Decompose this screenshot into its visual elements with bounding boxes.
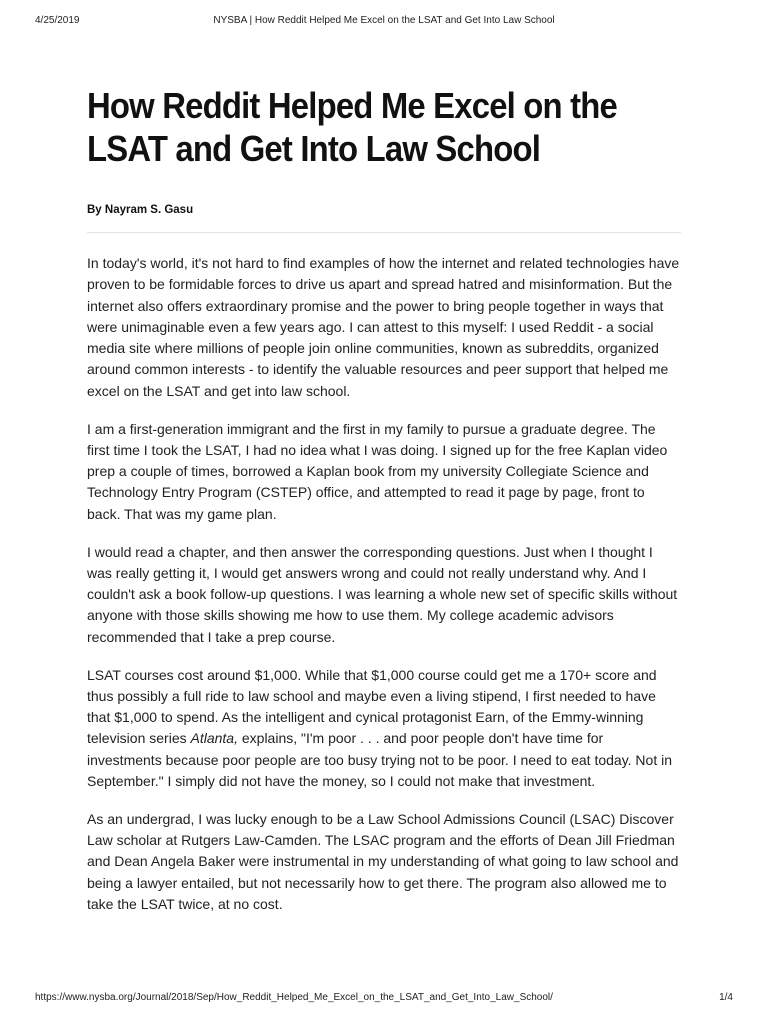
print-date: 4/25/2019 [35, 15, 80, 26]
article-body [87, 253, 681, 915]
article [87, 84, 681, 932]
article-paragraph: I am a first-generation immigrant and the first in my family to pursue a graduate degree. The first time I took the LSAT, I had no idea what I was doing. I signed up for the free Kaplan video prep a couple of times, borrowed a Kaplan book from my university Collegiate Science and Technology Entry Program (CSTEP) office, and attempted to read it page by page, front to back. That was my game plan. [87, 420, 668, 522]
article-paragraph [87, 665, 681, 793]
byline-divider [87, 232, 681, 233]
article-paragraph: I would read a chapter, and then answer the corresponding questions. Just when I thought I was really getting it, I would get answers wrong and could not really understand why. And I couldn't ask a book follow-up questions. I was learning a whole new set of specific skills without anyone with those skills showing me how to use them. My college academic advisors recommended that I take a prep course. [87, 543, 678, 645]
article-headline: How Reddit Helped Me Excel on the LSAT and Get Into Law School [87, 85, 617, 169]
show-title-italic: Atlanta, [190, 730, 238, 747]
paragraph-text: LSAT courses cost around $1,000. While that $1,000 course could get me a 170+ score and thus possibly a full ride to law school and maybe even a living stipend, I first needed to have that $1,000 to spend. As the intelligent and cynical protagonist Earn, of the Emmy-winning television series [87, 666, 657, 747]
print-url: https://www.nysba.org/Journal/2018/Sep/How_Reddit_Helped_Me_Excel_on_the_LSAT_and_Get_Into_Law_School/ [35, 992, 553, 1003]
article-byline: By Nayram S. Gasu [87, 204, 194, 216]
article-paragraph: In today's world, it's not hard to find examples of how the internet and related technologies have proven to be formidable forces to drive us apart and spread hatred and misinformation. But the internet also offers extraordinary promise and the power to bring people together in ways that were unimaginable even a few years ago. I can attest to this myself: I used Reddit - a social media site where millions of people join online communities, known as subreddits, organized around common interests - to identify the valuable resources and peer support that helped me excel on the LSAT and get into law school. [87, 255, 680, 399]
print-footer [35, 992, 733, 1006]
print-header [35, 15, 733, 29]
page-number: 1/4 [719, 992, 733, 1003]
print-page-title: NYSBA | How Reddit Helped Me Excel on the LSAT and Get Into Law School [213, 15, 555, 26]
article-paragraph: As an undergrad, I was lucky enough to be a Law School Admissions Council (LSAC) Discover Law scholar at Rutgers Law-Camden. The LSAC program and the efforts of Dean Jill Friedman and Dean Angela Baker were instrumental in my understanding of what going to law school and being a lawyer entailed, but not necessarily how to get there. The program also allowed me to take the LSAT twice, at no cost. [87, 810, 679, 913]
paragraph-text: explains, "I'm poor . . . and poor people don't have time for investments because poor people are too busy trying not to be poor. I need to eat today. Not in September." I simply did not have the money, so I could not make that investment. [87, 730, 673, 790]
